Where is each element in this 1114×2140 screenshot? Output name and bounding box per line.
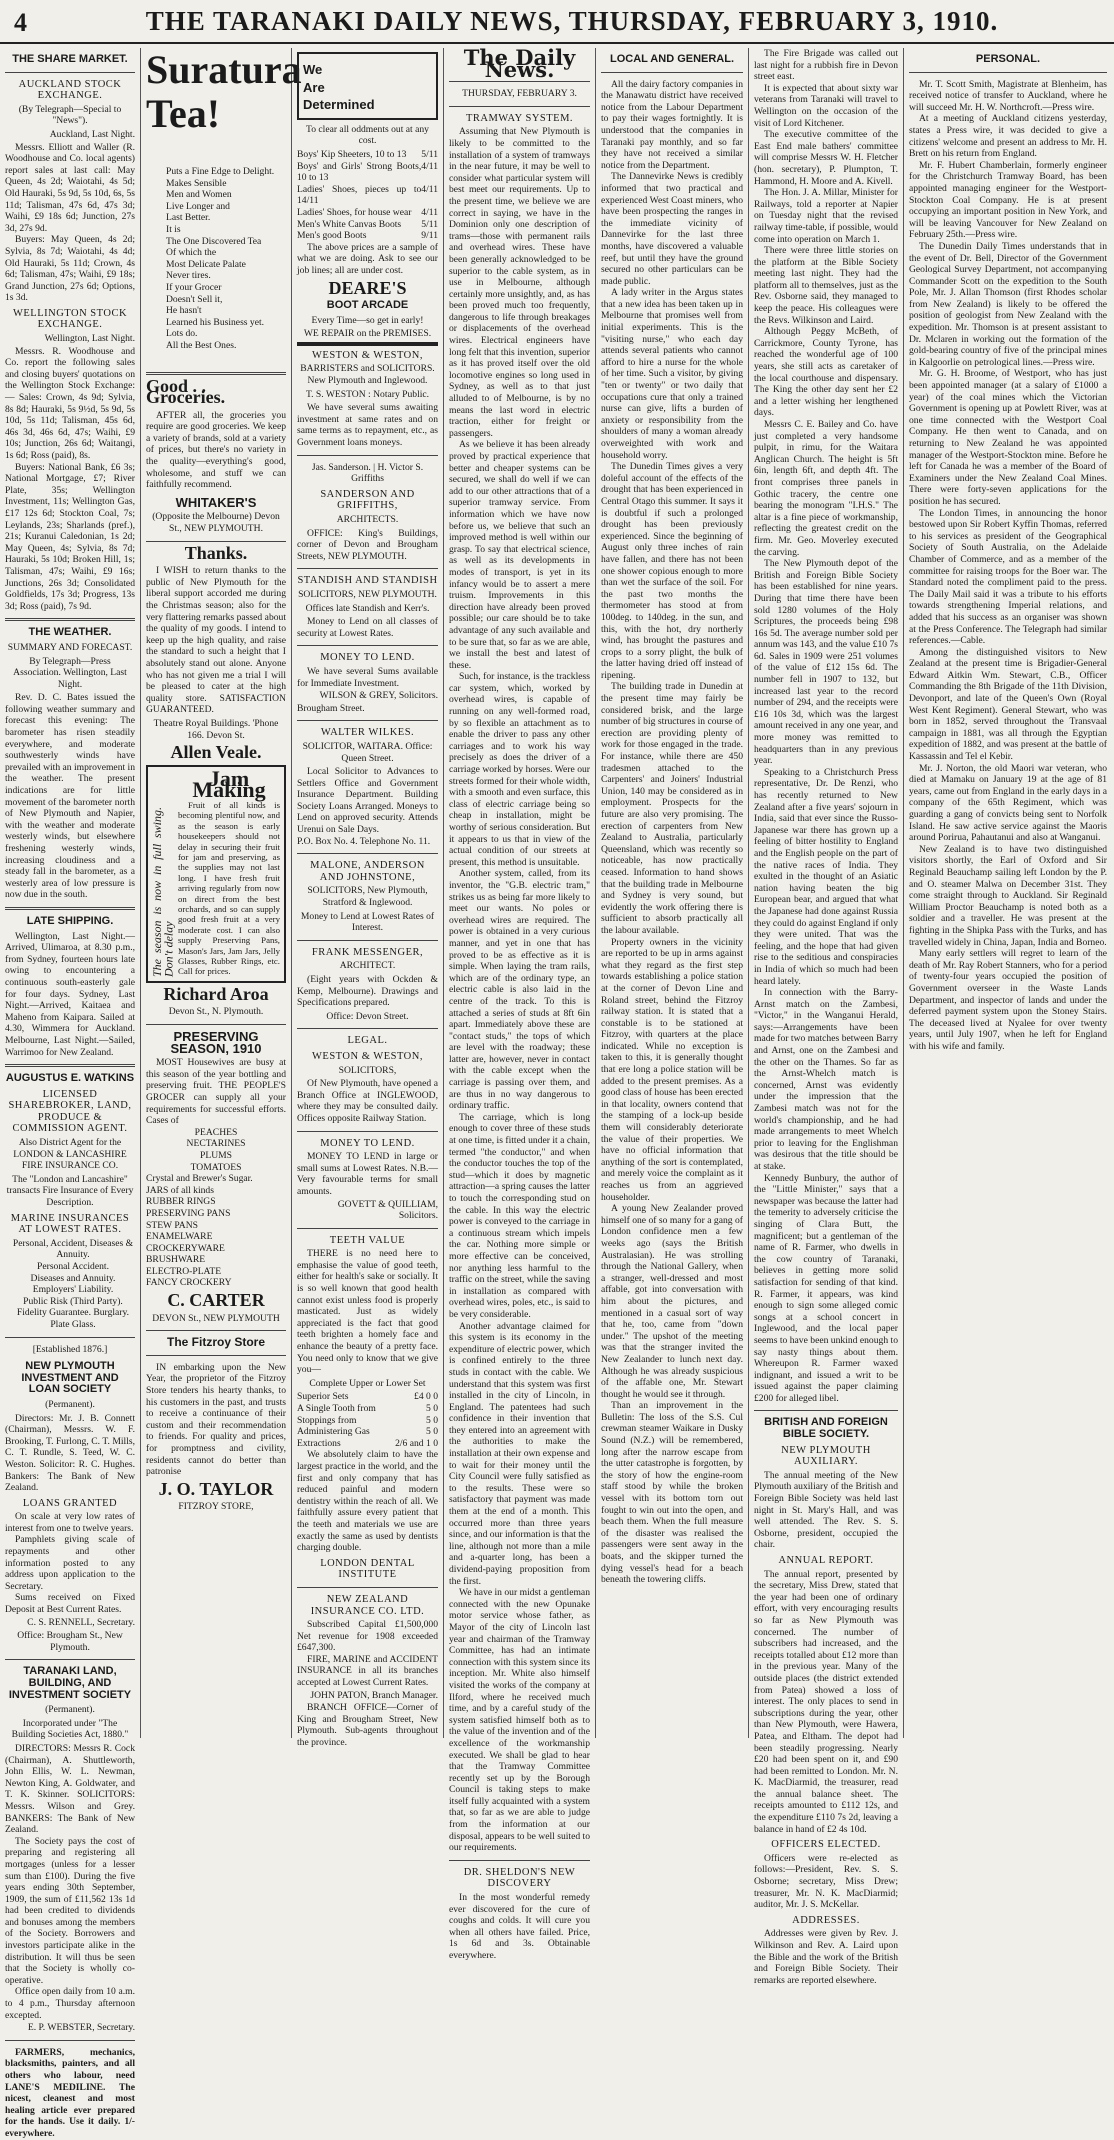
divider [146,372,286,375]
editorial-date: THURSDAY, FEBRUARY 3. [462,88,577,100]
column-legal-ads [297,48,438,1749]
boot-price: 5/11 [421,148,438,160]
shipping-heading: LATE SHIPPING. [26,914,114,927]
frank-heading: FRANK MESSENGER, [311,946,424,958]
boot-item: Boys' Kip Sheeters, 10 to 13 [297,148,407,160]
local-paragraph: Although Peggy McBeth, of Carrickmore, County Tyrone, has reached the wonderful age of 100 years, she still acts as caretaker of the local courthouse and dispensary. The King the other day sent her £2 and a letter wishing her lengthened days. [754,326,898,419]
column-rule [140,48,141,1738]
whitaker-name: WHITAKER'S [175,494,257,510]
list-item: PLUMS [200,1149,232,1161]
loans-heading: LOANS GRANTED [22,1497,118,1509]
divider [146,1024,286,1025]
table-row [297,230,438,242]
whitaker-address: (Opposite the Melbourne) Devon St., NEW PLYMOUTH. [152,511,280,535]
loans-text: On scale at very low rates of interest from one to twelve years. [5,1511,135,1534]
price-item: A Single Tooth from [297,1403,376,1414]
tramway-paragraph: As we believe it has been already proved by practical experience that better and cheaper systems can be secured, we shall do well if we can add to our other attractions that of a superior tramway service. From information which we have now before us, we believe that such an improved method is well within our grasp. To say that electrical science, as well as its developments in modes of transport, is yet in its infancy would be to assert a mere truism. Improvements in this direction have already been proved possible; our care should be to take advantage of any such available and to be sure that, so far as we are able, we install the best and latest of these. [449,439,590,671]
wellington-heading: WELLINGTON STOCK EXCHANGE. [12,307,128,331]
sums-text: Sums received on Fixed Deposit at Best Current Rates. [5,1592,135,1616]
page-number: 4 [14,8,27,37]
table-row [297,207,438,219]
watkins-agent: Also District Agent for the LONDON & LANCASHIRE FIRE INSURANCE CO. [13,1137,127,1172]
table-row [297,1438,438,1450]
wilkes-box: P.O. Box No. 4. Telephone No. 11. [297,835,431,847]
sanderson-office: OFFICE: King's Buildings, corner of Devon and Brougham Streets, NEW PLYMOUTH. [297,527,438,562]
list-item: Doesn't Sell it, [166,293,223,305]
divider [297,1587,438,1588]
aroa-address: Devon St., N. Plymouth. [168,1006,264,1018]
tramway-heading: TRAMWAY SYSTEM. [465,112,574,124]
wilkes-subheading: SOLICITOR, WAITARA. Office: Queen Street. [302,740,433,764]
personal-paragraph: Mr. T. Scott Smith, Magistrate at Blenheim, has received notice of transfer to Auckland, where he will succeed Mr. H. W. Northcroft.—Press wire. [909,78,1107,113]
table-row [297,184,438,207]
sheldon-text: In the most wonderful remedy ever discovered for the cure of coughs and colds. It will cure you when all others have failed. Price, 1s 6d and 3s. Obtainable everywhere. [449,1892,590,1961]
local-paragraph: The New Plymouth depot of the British and Foreign Bible Society has been established for nine years. During that time there have been sold 1280 volumes of the Holy Scriptures, the proceeds being £98 16s 5d. The average number sold per annum was 143, and the value £10 7s 6d. Sales in 1909 were 251 volumes of the value of £12 15s 6d. The number fell in 1907 to 132, but increased last year to the record number of 294, and the receipts were £16 10s 3d, which was the largest amount received in any one year, and more money was remitted to headquarters than in any previous year. [754,558,898,767]
table-row [297,1415,438,1427]
divider [449,106,590,107]
list-item: It is [166,223,181,235]
personal-paragraph: The London Times, in announcing the honor bestowed upon Sir Robert Kyffin Thomas, referred to his services as president of the Geographical Society of South Australia, on the Adelaide Chamber of Commerce, and as a member of the committee for raising troops for the Boer war. The Standard noted the compliment paid to the press. The Daily Mail said it was a tribute to his efforts towards strengthening Imperial relations, and added that his success as an organiser was shown at the Press Conference. The Telegraph had similar references.—Cable. [909,507,1107,647]
local-paragraph: The Fire Brigade was called out last night for a rubbish fire in Devon street east. [754,48,898,83]
list-item: Never tires. [166,270,211,282]
list-item: Men and Women [166,189,232,201]
wilkes-heading: WALTER WILKES. [320,727,415,739]
loans-pamphlets: Pamphlets giving scale of repayments and other information posted to any address upon application to the Secretary. [5,1534,135,1592]
money2-signature: GOVETT & QUILLIAM, Solicitors. [337,1198,438,1222]
weston-text: We have several sums awaiting investment at same rates and on same terms as to repayment, etc., as Government loans moneys. [297,402,438,449]
local-paragraph: The building trade in Dunedin at the present time may fairly be considered brisk, and the large number of big structures in course of erection are providing plenty of work for those engaged in the trade. For instance, while there are 450 tradesmen attached to the Carpenters' and Joiners' Industrial Union, 140 may be considered as in employment. Prospects for the future are also very promising. The erection of carpenters from New Zealand to Australia, particularly Queensland, which was recently so noticeable, has now practically ceased. Information to hand shows that the building trade in Melbourne and Sydney is very sound, but evidently the work offering there is sufficient to absorb practically all the labour available. [601,681,743,936]
tramway-paragraph: We have in our midst a gentleman connected with the new Opunake motor service whose father, as Mayor of the city of Lincoln last year and chairman of the Tramway Committee, has had an intimate connection with this system since its inception. Mr. White also himself visited the works of the company at Ilford, where he received much time, and by a careful study of the system satisfied himself both as to the value of the invention and of the excellence of the workmanship executed. We shall be glad to hear that the Tramway Committee recently set up by the Borough Council is taking steps to make itself fully acquainted with a system that, so far as we are able to judge from the information at our disposal, appears to be well suited to our requirements. [449,1587,590,1854]
list-item: Puts a Fine Edge to Delight. [166,166,275,177]
secretary-signature: E. P. WEBSTER, Secretary. [27,2022,135,2034]
boot-price: 9/11 [421,230,438,242]
boot-price: 4/11 [421,160,438,172]
sheldon-heading: DR. SHELDON'S NEW DISCOVERY [463,1866,576,1890]
are-line: Are [303,79,325,95]
local-paragraph: The Dannevirke News is credibly informed that two practical and experienced West Coast miners, who have been prospecting the ranges in the immediate vicinity of Dannevirke for the last three months, have discovered a valuable reef, but until they have the ground secured no other particulars can be made public. [601,171,743,287]
we-line: We [303,62,323,77]
list-item: Last Better. [166,212,211,224]
thanks-heading: Thanks. [184,542,248,563]
column-personal [909,48,1107,1738]
price-value: £4 0 0 [414,1391,438,1403]
local-paragraph: The executive committee of the East End male bathers' committee will comprise Messrs W. H. Fletcher (hon. secretary), P. Plumpton, T. Hammond, H. Moore and A. Kivell. [754,129,898,187]
deare-subheading: BOOT ARCADE [326,299,409,312]
list-item: ELECTRO-PLATE [146,1265,222,1277]
column-rule [291,48,292,1738]
farmers-advert: FARMERS, mechanics, blacksmiths, painters, and all others who labour, need LANE'S MEDILINE. The nicest, cleanest and most healing article ever prepared for the hands. Use it daily. 1/- everywhere. [5,2046,135,2139]
boot-price: 4/11 [421,206,438,218]
bible-heading: BRITISH AND FOREIGN BIBLE SOCIETY. [764,1416,888,1441]
suratura-title: Suratura [146,47,302,92]
price-item: Administering Gas [297,1426,370,1438]
list-item: He hasn't [166,305,202,317]
tramway-paragraph: The carriage, which is long enough to cover three of these studs at one time, is fitted under it a chain, termed "the conductor," and when the conductor touches the top of the stud—which it does by magnetic attraction—a spring causes the latter to touch the corresponding stud on the cable. In this way the electric power is conveyed to the carriage in a continuous stream which impels the car. Nothing more simple or more effective can be conceived, nor anything less harmful to the traffic on the street, while the saving in installation as compared with overhead wires, poles, etc., is said to be very considerable. [449,1111,590,1320]
column-editorial [449,45,590,1961]
column-local-general [601,48,743,1738]
standish-text: Money to Lend on all classes of security at Lowest Rates. [297,616,438,639]
preserving-text: MOST Housewives are busy at this season of the year bottling and preserving fruit. THE PEOPLE'S GROCER can supply all your requirements for successful efforts. Cases of [146,1057,286,1127]
boot-price: 5/11 [421,218,438,230]
auckland-buyers: Buyers: May Queen, 4s 2d; Sylvia, 8s 7d; Waiotahi, 4s 4d; Old Hauraki, 5s 11d; Crown, 4s 6d; Talisman, 47s; Waihi, £9 18s; Grand Junction, 27s 6d; Options, 1s 3d. [5,234,135,304]
masthead [0,0,1114,44]
npil-permanent: (Permanent). [45,1398,95,1410]
sanderson-heading: SANDERSON AND GRIFFITHS, [320,488,415,512]
report-heading: ANNUAL REPORT. [778,1555,874,1566]
local-paragraph: Speaking to a Christchurch Press representative, Dr. De Renzi, who has recently returned to New Zealand after a five years' sojourn in India, said that ever since the Russo-Japanese war there has grown up a feeling of bitter hostility to England and the English people on the part of the native races of India. They exulted in the thought of an Asiatic nation having beaten the big European bear, and argued that what the Japanese had done against Russia they could do against England if only they were united. That was the feeling, and the hope that had given rise to the seditious and conspiracies in India of which so much had been heard lately. [754,766,898,987]
established-note: [Established 1876.] [32,1343,108,1355]
price-value: 5 0 [426,1403,438,1414]
tramway-paragraph: Assuming that New Plymouth is likely to be committed to the installation of a system of tramways in the near future, it may be well to consider what particular system will best meet our requirements. Up to the present time, we believe we are correct in saying, we have in the Dominion only one description of trams—those with permanent rails and overhead wires. These have been generally acknowledged to be superior to the cable system, as in use in Melbourne, although certainly more unsightly, and, as has been proved much too frequently, dangerous to life through breakages or displacements of the overhead wires. Electrical engineers have long felt that this invention, superior as it has proved itself over the old locomotive engines so long used in Sydney, as well as to that just alluded to of Melbourne, is by no means the last word in electric traction, either for freight or passengers. [449,126,590,439]
npil-directors: Directors: Mr. J. B. Connett (Chairman), Messrs. W. F. Brooking, T. Furlong, C. T. Mills, C. T. Rundle, S. Teed, W. C. Weston. Solicitor: R. C. Hughes. Bankers: The Bank of New Zealand. [5,1412,135,1494]
divider [297,720,438,721]
divider [5,618,135,621]
local-paragraph: Messrs C. E. Bailey and Co. have just completed a very handsome pulpit, in rimu, for the Waitara Anglican Church. The height is 5ft 6in, length 6ft, and depth 4ft. The front comprises three panels in Gothic tracery, the centre one bearing the monogram "I.H.S." The altar is a fine piece of workmanship, reflecting the greatest credit on the firm. Mr. Geo. Moverley executed the carving. [754,419,898,558]
boot-price: 4/11 [421,183,438,195]
nzi-heading: NEW ZEALAND INSURANCE CO. LTD. [310,1593,425,1617]
we-are-determined-advert [297,52,438,120]
taranaki-directors: DIRECTORS: Messrs R. Cock (Chairman), A. Shuttleworth, John Ellis, W. L. Newman, Newton King, A. Goldwater, and T. K. Skinner. SOLICITORS: Messrs. Wilson and Grey. BANKERS: The Bank of New Zealand. [5,1742,135,1836]
money-heading: MONEY TO LEND. [320,652,415,664]
divider [297,1131,438,1132]
standish-office: Offices late Standish and Kerr's. [305,602,430,614]
boots-note: The above prices are a sample of what we are doing. Ask to see our job lines; all are under cost. [297,241,438,276]
list-item: RUBBER RINGS [146,1196,216,1208]
local-paragraph: The Dunedin Times gives a very doleful account of the effects of the drought that has been experienced in Central Otago this summer. It says it is doubtful if such a prolonged drought has been previously experienced. Since the beginning of August only three inches of rain have fallen, and there has not been one shower copious enough to more than wet the surface of the soil. For the past two months the thermometer has stood at from 100deg. to 140deg. in the sun, and this, with the hot, dry northerly wind, has brought the pastures and crops to a sorry plight, the bulk of the latter having dried off instead of ripening. [601,461,743,681]
wellington-text: Messrs. R. Woodhouse and Co. report the following sales and closing buyers' quotations on the Wellington Stock Exchange:— Sales: Crown, 4s 9d; Sylvia, 8s 8d; Hauraki, 5s 9½d, 5s 9d, 5s 10d, 5s 11d; Talisman, 45s 6d, 46s 3d, 46s 6d, 47s; Waihi, £9 10s; Junction, 26s 6d; Waitangi, 1s 6d; Ross (paid), 8s. [5,345,135,461]
carter-address: DEVON St., NEW PLYMOUTH [152,1312,280,1324]
newspaper-title: THE TARANAKI DAILY NEWS, THURSDAY, FEBRUARY 3, 1910. [145,6,999,36]
personal-paragraph: New Zealand is to have two distinguished visitors shortly, the Earl of Oxford and Sir Reginald Beauchamp sailing left London by the P. and O. steamer Malwa on December 31st. They come straight through to Auckland. Sir Reginald William Proctor Beauchamp is noted both as a soldier and a traveller. He was present at the fighting in the Shipka Pass with the Turks, and has travelled widely in China, Japan, India and Borneo. [909,843,1107,948]
list-item: Fidelity Guarantee. Burglary. [16,1307,130,1319]
local-paragraph: In connection with the Barry-Arnst match on the Zambesi, "Victor," in the Wanganui Herald, says:—Arrangements have been made for two matches between Barry and Arnst, one on the Zambesi and the other on the Thames. So far as the Arnst-Whelch match is concerned, Arnst was evidently under the impression that the Zambesi match was not for the world's championship, and he had made arrangements to meet Whelch prior to leaving for the Englishman was desirous that the title should be at stake. [754,987,898,1172]
list-item: JARS of all kinds [146,1184,214,1196]
wellington-dateline: Wellington, Last Night. [44,333,135,345]
watkins-marine: MARINE INSURANCES AT LOWEST RATES. [10,1212,130,1236]
table-row [297,1403,438,1415]
divider [297,645,438,646]
list-item: Employers' Liability. [32,1284,114,1296]
standish-heading: STANDISH AND STANDISH [297,575,438,587]
legal-heading: LEGAL. [347,1035,388,1047]
teeth-text: THERE is no need here to emphasise the value of good teeth, either for health's sake or socially. It is so well known that good health cannot exist unless food is properly masticated. Just as widely appreciated is the fact that good teeth brighten a homely face and enhance the beauty of a pretty face. You need only to know that we give you— [297,1248,438,1376]
divider [909,72,1107,73]
teeth-heading: TEETH VALUE [329,1234,406,1246]
wellington-buyers: Buyers: National Bank, £6 3s; National Mortgage, £7; River Plate, 35s; Wellington Investment, 11s; Wellington Gas, £17 12s 6d; Stockton Coal, 7s; Leylands, 23s; Sharlands (pref.), 21s; Kuranui Caledonian, 1s 2d; May Queen, 4s; Sylvia, 8s 7d; Hauraki, 5s 10d; Broken Hill, 1s; Talisman, 47s; Waihi, £9 16s; Junctions, 26s 3d; Consolidated Goldfields, 17s 3d; Progress, 13s 3d; Ross (paid), 7s 9d. [5,461,135,612]
divider [754,1410,898,1411]
price-value: 5 0 [426,1414,438,1426]
table-row [297,1391,438,1403]
divider [5,1064,135,1067]
aroa-name: Richard Aroa [163,983,269,1004]
watkins-list [5,1238,135,1331]
list-item: TOMATOES [190,1161,242,1173]
good-groceries-heading: Good . . Groceries. [146,375,226,408]
price-item: Extractions [297,1437,341,1449]
personal-paragraph: Many early settlers will regret to learn of the death of Mr. Ray Robert Stanners, who for a period of twenty-four years occupied the position of Government overseer in the Waste Lands Department, and inspector of lands and under the deferred payment system upon the Stoney Stairs. The deceased lived at Nyalee for over twenty years, until July 1907, when he left for England with his wife and family. [909,948,1107,1052]
preserving-heading: PRESERVING SEASON, 1910 [170,1029,262,1056]
whitaker-text: AFTER all, the groceries you require are good groceries. We keep a variety of brands, sold at a variety of prices, but there's no variety in the quality—everything's good, wholesome, and stuff we can faithfully recommend. [146,409,286,491]
column-rule [443,48,444,1738]
watkins-text: The "London and Lancashire" transacts Fire Insurance of Every Description. [6,1173,134,1209]
teeth-prices-heading: Complete Upper or Lower Set [309,1377,426,1389]
list-item: If your Grocer [166,281,222,293]
weston2-subheading: SOLICITORS, [338,1064,397,1076]
table-row [297,161,438,184]
list-item: PEACHES [194,1126,238,1138]
local-paragraph: Property owners in the vicinity are reported to be up in arms against what they regard as the first step towards establishing a police station at the corner of Devon Line and Roland street, behind the Fitzroy railway station. It is stated that a constable is to be stationed at Fitzroy, with quarters at the place indicated. While no exception is taken to this, it is generally thought that ere long a police station will be added to the present premises. As a good class of house has been erected in that locality, owners contend that the stamping of a lock-up beside them will considerably deteriorate the value of their properties. We have no official information that anything of the sort is contemplated, and merely voice the complaint as it reaches us from an aggrieved householder. [601,936,743,1203]
office-address: Office: Brougham St., New Plymouth. [17,1630,123,1653]
taranaki-heading: TARANAKI LAND, BUILDING, AND INVESTMENT SOCIETY [8,1665,132,1701]
boot-item: Boys' and Girls' Strong Boots, 10 to 13 [297,160,422,184]
teeth-closing: We absolutely claim to have the largest practice in the world, and the first and only company that has reduced painful and modern dentistry within the reach of all. We faithfully assure every patient that the teeth and materials we use are exactly the same as used by dentists charging double. [297,1449,438,1554]
local-paragraph: There were three little stories on the platform at the Bible Society meeting last night. They had the platform all to themselves, just as the Rev. Osborne said, they managed to keep the peace. His colleagues were the Revs. Wilkinson and Laird. [754,245,898,326]
fitzroy-heading: The Fitzroy Store [166,1335,265,1350]
deare-line: Every Time—so get in early! [311,314,424,326]
list-item: NECTARINES [186,1138,246,1150]
weston-heading: WESTON & WESTON, [312,349,423,361]
weather-subheading: SUMMARY AND FORECAST. [7,641,133,653]
auckland-heading: AUCKLAND STOCK EXCHANGE. [18,78,122,102]
taranaki-society: The Society pays the cost of preparing and registering all mortgages (unless for a lesser sum than £100). During the five years ending 30th September, 1909, the sum of £11,562 13s 1d had been credited to dividends and bonuses among the members of the Society. Borrowers and investors participate alike in the distribution. It will thus be seen that the Society is wholly co-operative. [5,1835,135,1986]
divider [297,455,438,456]
bible-text: The annual meeting of the New Plymouth auxiliary of the British and Foreign Bible Society was held last night in St. Mary's Hall, and was well attended. The Rev. S. S. Osborne, president, occupied the chair. [754,1469,898,1551]
malone-subheading: SOLICITORS, New Plymouth, Stratford & Inglewood. [307,885,428,909]
money-text: We have several Sums available for Immediate Investment. [297,665,438,689]
list-item: PRESERVING PANS [146,1207,231,1219]
frank-text: (Eight years with Ockden & Kemp, Melbourne). Drawings and Specifications prepared. [297,974,438,1009]
table-row [297,1426,438,1438]
list-item: BRUSHWARE [146,1254,206,1266]
list-item: Learned his Business yet. [166,316,265,328]
boot-item: Men's White Canvas Boots [297,218,402,230]
divider [297,1228,438,1229]
watkins-heading: AUGUSTUS E. WATKINS [5,1072,135,1085]
thanks-text: I WISH to return thanks to the public of New Plymouth for the liberal support accorded me during the Christmas season; also for the very flattering remarks passed about the quality of my goods. I intend to keep up the high quality, and raise the standard to such a height that I absolutely stand out alone. Anyone who has not given me a trial I will be pleased to cater at the high quality store. SATISFACTION GUARANTEED. [146,565,286,716]
column-share-market [5,48,136,2139]
jam-side-text: The season is now in full swing. Don't delay [150,806,176,977]
price-item: Superior Sets [297,1391,349,1403]
paper-title: The Daily News. [463,45,576,82]
column-advertisements [146,47,302,1738]
boot-item: Men's good Boots [297,230,367,242]
preserving-more [146,1185,286,1289]
divider [297,568,438,569]
list-item: Live Longer and [166,200,230,212]
list-item: CROCKERYWARE [146,1242,225,1254]
jam-making-advert [146,765,286,983]
secretary-signature: C. S. RENNELL, Secretary. [27,1616,135,1628]
veale-place: Theatre Royal Buildings. 'Phone 166. Devon St. [153,717,279,741]
weston-notary: T. S. WESTON : Notary Public. [305,388,430,400]
wilkes-text: Local Solicitor to Advances to Settlers Office and Government Insurance Department. Building Society Loans Arranged. Moneys to Lend on approved security. Attends Urenui on Sale Days. [297,766,438,836]
divider [146,541,286,542]
column-rule [903,48,904,1738]
divider [297,940,438,941]
money-place: Brougham Street. [297,702,365,714]
nzi-office: BRANCH OFFICE—Corner of King and Brougham Street, New Plymouth. Sub-agents throughout the province. [297,1702,438,1749]
personal-paragraph: Mr. G. H. Broome, of Westport, who has just been appointed manager (at a salary of £1000 a year) of the coal mines which the Victorian Government is opening up at Powlett River, was at one time connected with the Westport Coal Company. He then went to Canada, and on returning to New Zealand he was appointed manager of the Westport-Stockton mine. Before he left for Canada he was a member of the Board of Examiners under the New Zealand Coal Mines. There were forty-seven applications for the position he has secured. [909,368,1107,507]
list-item: Plate Glass. [50,1318,96,1330]
nzi-signature: JOHN PATON, Branch Manager. [310,1689,438,1701]
preserving-items [146,1127,286,1173]
taranaki-incorporated: Incorporated under "The Building Societies Act, 1880." [11,1717,129,1741]
table-row [297,219,438,231]
list-item: FANCY CROCKERY [146,1277,232,1289]
column-local-continued [754,48,898,1986]
jam-heading: Jam Making [192,765,266,803]
taylor-address: FITZROY STORE, [178,1501,254,1513]
local-paragraph: A lady writer in the Argus states that a new idea has been taken up in Melbourne that promises well from initial experiments. This is the "visiting nurse," who each day attends several patients who cannot afford to hire a nurse for the whole of her time. Such a visitor, by giving "ten or twenty" or two daily that occupations cure that only a trained nurse can give, lifts a burden of anxiety or responsibility from the shoulders of many a woman already overweighted with work and household worry. [601,287,743,461]
weston2-text: Of New Plymouth, have opened a Branch Office at INGLEWOOD, where they may be consulted daily. Offices opposite Railway Station. [297,1078,438,1124]
boots-table [297,149,438,242]
bible-subheading: NEW PLYMOUTH AUXILIARY. [781,1444,871,1468]
dental-institute: LONDON DENTAL INSTITUTE [320,1557,415,1581]
list-item: Personal, Accident, Diseases & Annuity. [12,1237,134,1261]
list-item: Lots do. [166,328,198,340]
divider [449,1860,590,1861]
sanderson-subheading: ARCHITECTS. [336,514,399,525]
shipping-text: Wellington, Last Night.—Arrived, Ulimaroa, at 8.30 p.m., from Sydney, fourteen hours late owing to encountering a continuous south-easterly gale for four days. Sydney, Last Night.—Arrived, Kaitaea and Maheno from Kaipara. Sailed at 4.30, Wimmera for Auckland. Melbourne, Last Night.—Sailed, Warrimoo for New Zealand. [5,930,135,1058]
divider [297,1028,438,1029]
auckland-dateline: Auckland, Last Night. [49,128,135,140]
divider [5,2040,135,2041]
sanderson-names: Jas. Sanderson. | H. Victor S. Griffiths [311,461,424,485]
list-item: All the Best Ones. [166,339,237,351]
watkins-subheading: LICENSED SHAREBROKER, LAND, PRODUCE & COMMISSION AGENT. [8,1088,132,1135]
malone-text: Money to Lend at Lowest Rates of Interest. [300,910,435,934]
determined-line: Determined [303,97,375,113]
local-general-heading: LOCAL AND GENERAL. [609,53,735,65]
local-paragraph: The Hon. J. A. Millar, Minister for Railways, told a reporter at Napier on Tuesday night that the revised railway time-table, if possible, would come into operation on March 1. [754,187,898,245]
money2-heading: MONEY TO LEND. [320,1137,415,1149]
list-item: Makes Sensible [166,177,227,189]
list-item: Of which the [166,247,217,259]
veale-name: Allen Veale. [170,742,262,763]
divider [601,72,743,73]
nzi-fire: FIRE, MARINE and ACCIDENT INSURANCE in all its branches accepted at Lowest Current Rates. [297,1653,438,1689]
divider [146,1330,286,1331]
teeth-prices-table [297,1391,438,1449]
money2-text: MONEY TO LEND in large or small sums at Lowest Rates. N.B.—Very favourable terms for small amounts. [297,1151,438,1197]
boot-item: Ladies' Shoes, pieces up to 14/11 [297,183,422,207]
list-item: Personal Accident. [37,1261,109,1272]
divider [297,342,438,346]
list-item: ENAMELWARE [146,1231,213,1243]
tramway-paragraph: Another system, called, from its inventor, the "G.B. electric tram," strikes us as being far more likely to meet our wants. No poles or overhead wires are required. The power is obtained in a very curious manner, and yet in one that has proved to be as effective as it is simple. When laying the tram rails, which are of the ordinary type, an electric cable is also laid in the centre of the track. To this is attached a series of studs at 8ft 6in apart. Immediately above these are "contact studs," the tops of which are level with the roadway; these latter are, however, never in contact with the cable except when the carriage is passing over them, and are thus in no way dangerous to ordinary traffic. [449,868,590,1112]
divider [5,72,135,73]
officers-text: Officers were re-elected as follows:—President, Rev. S. S. Osborne; secretary, Miss Drew; treasurer, Mr. N. K. MacDiarmid; auditor, Mr. J. S. McKellar. [754,1852,898,1911]
carter-name: C. CARTER [167,1290,265,1311]
divider [5,1337,135,1338]
list-item: Most Delicate Palate [166,258,246,270]
addresses-text: Addresses were given by Rev. J. Wilkinson and Rev. A. Laird upon the Bible and the work of the British and Foreign Bible Society. Their remarks are reported elsewhere. [754,1928,898,1986]
divider [5,907,135,910]
addresses-heading: ADDRESSES. [792,1914,860,1926]
deare-name: DEARE'S [328,277,407,298]
divider [5,1659,135,1660]
personal-paragraph: Mr. F. Hubert Chamberlain, formerly engineer for the Christchurch Tramway Board, has been appointed managing engineer for the Westport-Stockton Coal Company. He is at present occupying an important position in New York, and will be leaving Vancouver for New Zealand on February 25th.—Press wire. [909,159,1107,241]
personal-heading: PERSONAL. [975,53,1041,65]
deare-repair: WE REPAIR on the PREMISES. [303,328,432,340]
boot-item: Ladies' Shoes, for house wear [297,206,412,218]
personal-paragraph: The Dunedin Daily Times understands that in the event of Dr. Bell, Director of the Government Geological Survey Department, not accompanying Commander Scott on the expedition to the South Pole, Mr. J. Allan Thomson (first Rhodes scholar from New Zealand) is likely to be offered the position of geologist from New Zealand with the expedition. Mr. Thomson is at present assistant to Dr. Mclaren in working out the formation of the gold-bearing country of five of the principal mines in Kalgoorlie on petrological lines.—Press wire. [909,240,1107,368]
price-value: 5 0 [426,1426,438,1438]
local-paragraph: Kennedy Bunbury, the author of the "Little Minister," says that a newspaper was because the latter had the temerity to adversely criticise the singing of Clara Butt, the magnificent; but a gentleman of the name of R. Farmer, who dwells in the cow country of Taranaki, believes in getting more solid satisfaction for sending of that kind. R. Farmer, it appears, was kind enough to sign some alleged comic songs at a school concert in Inglewood, and the local paper seems to have been unkind enough to say nasty things about them. Whereupon R. Farmer waxed indignant, and issued a writ to be issued against the paper claiming £200 for alleged libel. [754,1172,898,1404]
local-paragraph: Than an improvement in the Bulletin: The loss of the S.S. Cul crewman steamer Waikare in Dusky Sound (N.Z.) will be remembered, long after the narrow escape from the utter catastrophe is forgotten, by the story of how the engine-room staff stood by while the broken vessel with its bottom torn out fought to win out into the open, and beach them. When the full measure of the disaster was realised the passengers were sent away in the boats, and the skipper turned the dying vessel's head for a beach beneath the towering cliffs. [601,1400,743,1586]
weston-subheading: BARRISTERS and SOLICITORS. New Plymouth and Inglewood. [300,363,435,387]
taranaki-permanent: (Permanent). [45,1704,95,1716]
tea-lines [146,166,286,352]
list-item: STEW PANS [146,1219,198,1231]
taylor-name: J. O. TAYLOR [158,1478,274,1499]
personal-paragraph: At a meeting of Auckland citizens yesterday, states a Press wire, it was decided to give a citizens' welcome and present an address to Mr. H. Brett on his return from England. [909,113,1107,160]
local-paragraph: It is expected that about sixty war veterans from Taranaki will travel to Wellington on the occasion of the visit of Lord Kitchener. [754,82,898,129]
npil-heading: NEW PLYMOUTH INVESTMENT AND LOAN SOCIETY [21,1360,119,1396]
auckland-text: Messrs. Elliott and Waller (R. Woodhouse and Co. local agents) report sales at last call: May Queen, 4s 2d; Waiotahi, 4s 5d; Old Hauraki, 5s 9d, 5s 10d, 6s, 5s 11d; Talisman, 47s 6d, 47s 3d; Waihi, £9 18s 6d; Junction, 27s 3d, 27s 9d. [5,141,135,234]
money-signature: WILSON & GREY, Solicitors. [319,690,438,702]
list-item: The One Discovered Tea [166,235,262,247]
weather-byline: By Telegraph—Press Association. Wellington, Last Night. [13,655,127,690]
divider [146,1355,286,1356]
price-item: Stoppings from [297,1414,357,1426]
list-item: Diseases and Annuity. [30,1272,116,1284]
frank-subheading: ARCHITECT. [339,960,396,972]
personal-paragraph: Among the distinguished visitors to New Zealand at the present time is Brigadier-General Edward Aitkin Wm. Stewart, C.B., Officer Commanding the 8th Brigade of the 11th Division, Devonport, and late of the Queen's Own (Royal West Kent Regiment). General Stewart, who was born in 1852, served throughout the Transvaal campaign in 1881, was all through the Egyptian expedition of 1882, and was present at the battle of Kassassin and Tel el Kebir. [909,646,1107,763]
price-value: 2/6 and 1 0 [395,1437,438,1449]
local-paragraph: All the dairy factory companies in the Manawatu district have received notice from the Labour Department to pay their wages fortnightly. It is understood that the companies in Taranaki pay monthly, and so far they have not received a similar notice from the Department. [601,78,743,171]
tramway-paragraph: Such, for instance, is the trackless car system, which, worked by overhead wires, is capable of running on any well-formed road, by so flexible an attachment as to enable the driver to pass any other carriages and to work his way precisely as does the driver of a carriage worked by horses. Were our streets formed for their whole width, with a smooth and even surface, this class of electric carriage being so cheap in installation, might be worthy of serious consideration. But it appears to us that in view of the actual condition of our streets at present, this method is unsuitable. [449,671,590,868]
frank-office: Office: Devon Street. [326,1010,409,1022]
weather-text: Rev. D. C. Bates issued the following weather summary and forecast this evening: The barometer has risen steadily everywhere, and moderate southwesterly winds have prevailed with an improvement in the weather. The present indications are for little movement of the barometer north of New Plymouth and Napier, with the weather and moderate westerly winds, but elsewhere freshening westerly winds, increasing cloudiness and a steady fall in the barometer, as a westerly area of low pressure is now due in the south. [5,692,136,901]
fitzroy-text: IN embarking upon the New Year, the proprietor of the Fitzroy Store tenders his hearty thanks, to his customers in the past, and trusts to receive a continuance of their custom and their recommendation to friends. For quality and prices, for promptness and civility, residents cannot do better than patronise [146,1361,286,1478]
column-rule [748,48,749,1738]
standish-subheading: SOLICITORS, NEW PLYMOUTH. [298,588,437,600]
divider [297,853,438,854]
local-paragraph: A young New Zealander proved himself one of so many for a gang of London confidence men a few weeks ago (says the British Australasian). He was strolling through the National Gallery, when a stranger, well-dressed and most affable, got into conversation with him about the pictures, and mentioned in a casual sort of way that he, too, came from "down under." The upshot of the meeting was that the stranger invited the New Zealander to lunch next day. Although he was already suspicious of the affable one, Mr. Stewart thought he would see it through. [601,1203,743,1400]
auckland-byline: (By Telegraph—Special to "News"). [18,103,122,127]
weather-heading: THE WEATHER. [28,626,112,639]
malone-heading: MALONE, ANDERSON AND JOHNSTONE, [310,860,425,883]
tramway-paragraph: Another advantage claimed for this system is its economy in the expenditure of electric power, which is confined entirely to the three studs in contact with the cable. We understand that this system was first installed in the city of Lincoln, in England. The patentees had such confidence in their invention that they entered into an agreement with the authorities to make the installation at their own expense and to wait for their money until the City Council were fully satisfied as to the results. These were so satisfactory that payment was made them at the end of a month. This occurred more than three years since, and our information is that the line, although not more than a mile and a-quarter long, has been a dividend-paying proposition from the first. [449,1320,590,1587]
clear-text: To clear all oddments out at any cost. [306,123,429,147]
preserving-sugar: Crystal and Brewer's Sugar. [146,1173,253,1185]
weston2-heading: WESTON & WESTON, [312,1050,423,1062]
report-text: The annual report, presented by the secretary, Miss Drew, stated that the year had been one of ordinary effort, with very encouraging results so far as New Plymouth was concerned. The number of subscribers had increased, and the receipts totalled about £12 more than in the previous year. Many of the outside places (the district extended from Patea) showed a loss of interest. The only places to send in subscriptions during the year, other than New Plymouth, were Hawera, Patea, and Eltham. The depot had been steadily progressing. Nearly £20 had been spent on it, and £90 had been remitted to London. Mr. N. K. MacDiarmid, the treasurer, read the annual balance sheet. The receipts amounted to £112 12s, and the expenditure £110 7s 2d, leaving a balance in hand of £2 4s 10d. [754,1568,898,1835]
jam-text: Fruit of all kinds is becoming plentiful now, and as the season is early housekeepers should not delay in securing their fruit for jam and preserving, as the supplies may not last long. I have fresh fruit arriving regularly from now on direct from the best orchards, and so can supply good fresh fruit at a very moderate cost. I can also supply Preserving Pans, Mason's Jars, Jam Jars, Jelly Glasses, Rubber Rings, etc. Call for prices. [178,799,280,977]
officers-heading: OFFICERS ELECTED. [771,1839,881,1851]
suratura-tea: Tea! [146,91,221,136]
list-item: Public Risk (Third Party). [23,1295,123,1307]
nzi-capital: Subscribed Capital £1,500,000 Net revenue for 1908 exceeded £647,300. [297,1619,438,1654]
column-rule [595,48,596,1738]
share-market-heading: THE SHARE MARKET. [12,53,128,65]
personal-paragraph: Mr. J. Norton, the old Maori war veteran, who died at Mamaku on January 19 at the age of 81 years, came out from England in the early days in a company of the 65th Regiment, which was guarding a gang of convicts being sent to Norfolk Island. He saw active service against the Maoris around Porirua, Pahautanui and also at Wanganui. [909,762,1107,844]
table-row [297,149,438,161]
taranaki-office: Office open daily from 10 a.m. to 4 p.m., Thursday afternoon excepted. [5,1986,135,2021]
